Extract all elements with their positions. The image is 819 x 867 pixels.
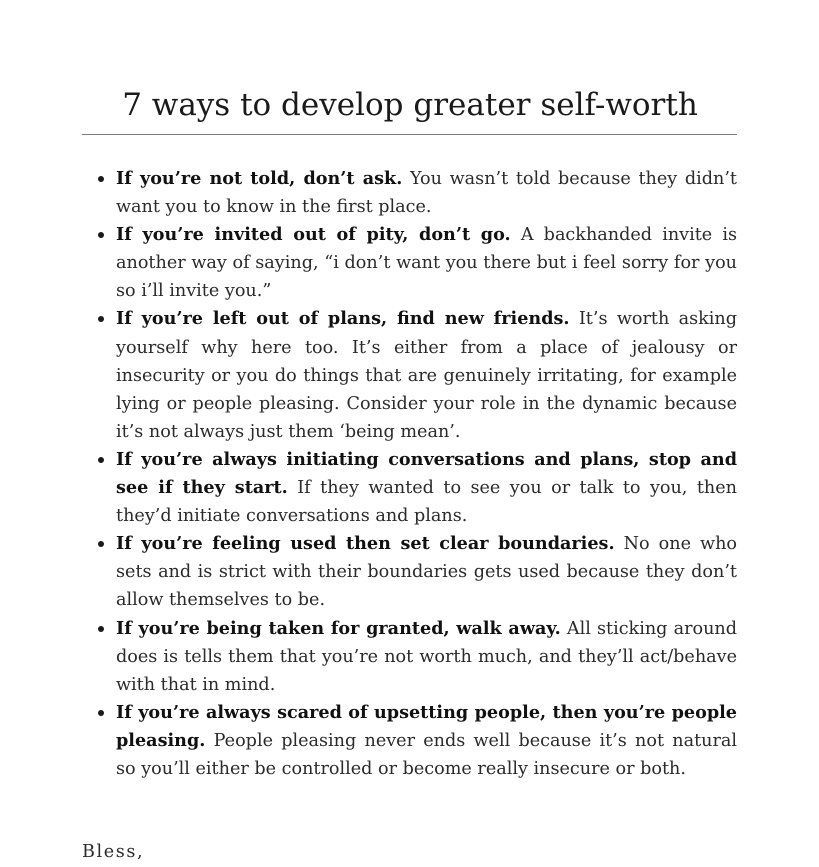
tips-list (116, 165, 737, 783)
tip-heading: If you’re always scared of upsetting people, then you’re people pleasing. (116, 701, 737, 751)
tip-heading: If you’re not told, don’t ask. (116, 168, 403, 189)
tip-heading: If you’re always initiating conversations and plans, stop and see if they start. (116, 448, 737, 499)
tip-heading: If you’re feeling used then set clear boundaries. (116, 533, 615, 555)
list-item (116, 221, 737, 305)
list-item (116, 305, 737, 445)
list-item (116, 165, 737, 221)
list-item (116, 530, 737, 614)
list-item (116, 446, 737, 530)
tip-body: You wasn’t told because they didn’t want you to know in the first place. (116, 169, 737, 218)
tip-body: All sticking around does is tells them that you’re not worth much, and they’ll act/behave with that in mind. (116, 618, 738, 695)
tip-body: If they wanted to see you or talk to you, then they’d initiate conversations and plans. (116, 478, 737, 527)
tip-heading: If you’re left out of plans, find new friends. (116, 308, 570, 330)
list-item (116, 699, 737, 783)
tip-body: A backhanded invite is another way of saying, “i don’t want you there but i feel sorry for you so i’ll invite you.” (116, 225, 738, 302)
tip-body: It’s worth asking yourself why here too. It’s either from a place of jealousy or insecurity or you do things that are genuinely irritating, for example lying or people pleasing. Consider your role in the dynamic because it’s not always just them ‘being mean’. (116, 309, 737, 442)
tip-body: People pleasing never ends well because it’s not natural so you’ll either be controlled or become really insecure or both. (116, 730, 737, 779)
tip-body: No one who sets and is strict with their boundaries gets used because they don’t allow themselves to be. (116, 534, 738, 611)
tip-heading: If you’re being taken for granted, walk away. (116, 617, 561, 639)
tip-heading: If you’re invited out of pity, don’t go. (116, 224, 511, 246)
sign-off: Bless, (82, 842, 145, 862)
list-item (116, 615, 737, 699)
title-divider (82, 134, 737, 135)
page-title: 7 ways to develop greater self-worth (122, 87, 698, 123)
